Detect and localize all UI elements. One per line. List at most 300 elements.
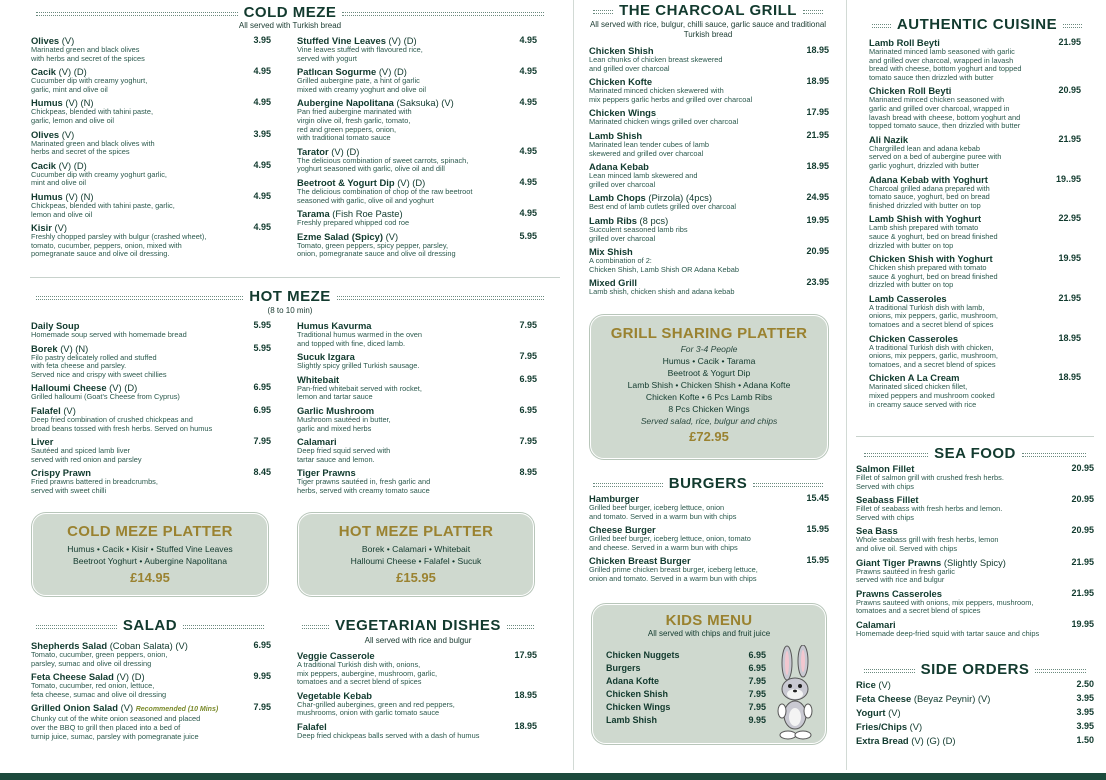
item-options: (V) [909,721,923,732]
kids-menu-title: KIDS MENU [665,612,753,629]
item-description: and grilled over charcoal [589,64,670,73]
item-name: Crispy Prawn [31,467,91,479]
item-name: Lamb Ribs [589,214,637,226]
item-description: served with yogurt [297,54,357,63]
item-description: red and green peppers, onion, [297,125,397,134]
item-name: Fries/Chips [856,721,908,732]
grill-platter-note: Served salad, rice, bulgur and chips [640,416,778,426]
item-price: 5.95 [253,320,271,330]
item-description: Grilled aubergine pate, a hint of garlic [297,77,420,86]
item-name-line [31,405,271,416]
item-name-line [869,134,1081,145]
item-name: Lamb Casseroles [869,292,947,304]
item-name-line [589,107,829,118]
item-name-line [31,467,271,478]
item-name: Prawns Casseroles [856,587,942,599]
item-description: garlic yoghurt, drizzled with butter [869,161,980,170]
item-price: 17.95 [514,650,537,660]
menu-item [589,76,829,104]
menu-item [31,405,271,433]
item-options: (Beyaz Peynir) (V) [913,693,991,704]
item-name-line [856,463,1094,474]
item-description: drizzled with butter on top [869,241,954,250]
menu-item [589,130,829,158]
item-name: Lamb Chops [589,192,646,204]
item-name: Salmon Fillet [856,463,915,474]
item-name: Falafel [31,404,61,416]
item-price: 18.95 [1058,372,1081,383]
item-name: Rice [856,679,876,690]
hot-meze-platter-box [298,513,534,596]
cold-meze-left-list [31,35,271,262]
item-name: Stuffed Vine Leaves [297,35,386,46]
item-price: 7.95 [748,689,766,699]
item-name-line [31,343,271,354]
menu-item [297,208,537,228]
menu-item [297,146,537,174]
menu-item [589,161,829,189]
item-description: Charcoal grilled adana prepared with [869,184,990,193]
item-name-line [297,177,537,188]
item-price: 3.95 [1076,721,1094,731]
menu-item [297,650,537,687]
item-name: Extra Bread [856,735,909,746]
item-name: Humus [31,97,63,109]
item-options: (Fish Roe Paste) [332,208,403,220]
cold-meze-platter-price: £14.95 [130,570,170,585]
item-price: 3.95 [253,128,271,139]
item-price: 4.95 [519,208,537,219]
item-name: Chicken Casseroles [869,332,959,344]
item-price: 4.95 [253,222,271,233]
item-name: Giant Tiger Prawns [856,556,942,568]
charcoal-grill-title: THE CHARCOAL GRILL [587,2,829,19]
item-name-line [856,707,1094,718]
item-description: Grilled halloumi (Goat's Cheese from Cyprus) [31,393,180,402]
menu-item [31,382,271,402]
menu-item [31,671,271,699]
item-description: garlic, mint and olive oil [31,85,108,94]
item-name: Chicken Shish [606,689,669,699]
item-description: Tiger prawns sautéed in, fresh garlic and [297,478,431,487]
grill-platter-line: Lamb Shish • Chicken Shish • Adana Kofte [627,380,791,390]
item-price: 4.95 [253,97,271,108]
menu-item [856,557,1094,585]
item-name: Tarator [297,145,329,157]
item-price: 8.45 [253,467,271,478]
item-description: A combination of 2: [589,257,652,266]
menu-item [589,192,829,212]
item-description: Chickpeas, blended with tahini paste, [31,108,154,117]
item-description: onions, mix peppers, garlic, mushroom, [869,312,998,321]
item-price: 4.95 [253,159,271,170]
item-name: Beetroot & Yogurt Dip [297,176,395,188]
item-options: (V) (D) [116,671,145,683]
item-price: 19.95 [806,214,829,225]
authentic-cuisine-title: AUTHENTIC CUISINE [866,16,1088,33]
item-price: 21.95 [1071,556,1094,567]
item-name-line [31,671,271,682]
item-description: Chunky cut of the white onion seasoned and placed [31,715,201,724]
item-description: Marinated green and black olives with [31,139,155,148]
item-description: mint and olive oil [31,179,87,188]
menu-item [869,213,1081,250]
item-description: and topped with fine, diced lamb. [297,339,406,348]
sea-food-title: SEA FOOD [858,445,1092,462]
item-name: Tiger Prawns [297,467,356,479]
item-description: Lean chunks of chicken breast skewered [589,56,723,64]
item-price: 19.95 [1058,253,1081,264]
item-price: 7.95 [748,702,766,712]
item-description: Lamb shish prepared with tomato [869,224,979,233]
item-description: topped tomato sauce, then drizzled with butter [869,122,1021,131]
item-price: 7.95 [253,436,271,447]
item-name: Aubergine Napolitana [297,97,394,109]
item-name-line [31,320,271,331]
item-description: Marinated minced lamb seasoned with garlic [869,48,1015,56]
item-name-line [856,679,1094,690]
hot-meze-platter-line: Halloumi Cheese • Falafel • Sucuk [350,556,482,566]
burgers-list [589,493,829,587]
item-description: lemon and olive oil [31,210,93,219]
item-price: 3.95 [1076,693,1094,703]
charcoal-grill-subtitle: All served with rice, bulgur, chilli sauce, garlic sauce and traditional Turkish bread [589,20,827,39]
item-name-line [297,374,537,385]
item-name: Lamb Shish [606,715,658,725]
item-price: 21.95 [1058,133,1081,144]
burgers-title: BURGERS [587,475,829,492]
item-options: (V) [120,702,134,714]
item-price: 21.95 [806,129,829,140]
item-description: The delicious combination of sweet carrots, spinach, [297,156,469,165]
menu-item [31,97,271,125]
menu-item [589,107,829,127]
item-name: Mix Shish [589,246,633,258]
item-price: 5.95 [519,230,537,241]
item-options: (8 pcs) [639,214,669,226]
item-name: Yogurt [856,707,886,718]
item-description: tomatoes and a secret blend of spices [856,607,981,616]
item-name-line [856,557,1094,568]
item-description: lavash bread with cheese, bottom yoghurt and [869,113,1021,122]
menu-item [31,191,271,219]
grill-platter-line: Beetroot & Yogurt Dip [667,368,751,378]
divider [856,436,1094,437]
item-options: (Saksuka) (V) [396,97,454,109]
menu-item [31,66,271,94]
item-description: mushrooms, onion with garlic tomato sauce [297,709,440,718]
item-description: with traditional tomato sauce [297,134,391,143]
menu-item [589,246,829,274]
item-name-line [589,215,829,226]
item-name-line [297,320,537,331]
bunny-illustration [769,645,821,743]
item-description: and tomato. Served in a warm bun with chips [589,512,737,521]
item-name: Liver [31,436,54,448]
item-name: Olives [31,128,60,140]
item-name-line [297,721,537,732]
item-description: Whole seabass grill with fresh herbs, lemon [856,536,999,545]
hot-meze-platter-price: £15.95 [396,570,436,585]
item-name-line [31,222,271,233]
item-name-line [869,174,1081,185]
item-description: Succulent seasoned lamb ribs [589,225,688,234]
item-description: in creamy sauce served with rice [869,400,977,409]
item-description: Filo pastry delicately rolled and stuffed [31,353,157,362]
item-name-line [869,213,1081,224]
menu-item [297,231,537,259]
item-description: Chicken Shish, Lamb Shish OR Adana Kebab [589,265,739,274]
item-name-line [856,525,1094,536]
item-name-line [589,555,829,566]
item-name-line [297,690,537,701]
item-name-line [297,436,537,447]
item-name: Adana Kofte [606,676,660,686]
menu-item [31,320,271,340]
cold-meze-title: COLD MEZE [30,4,550,21]
item-description: served with rice and bulgur [856,576,945,585]
item-description: seasoned with garlic, olive oil and yoghurt [297,196,434,205]
vegetarian-list [297,650,537,744]
item-name: Feta Cheese Salad [31,671,114,683]
item-description: Marinated green and black olives [31,46,140,54]
menu-item [856,693,1094,704]
item-description: bread with cheese, bottom yoghurt and topped [869,65,1022,74]
item-description: tomatoes and a secret blend of spices [869,321,994,330]
item-name: Humus Kavurma [297,320,372,331]
item-description: mix peppers garlic herbs and grilled over charcoal [589,95,753,104]
menu-item [31,160,271,188]
item-price: 18.95 [1058,332,1081,343]
item-options: (V) (N) [65,97,94,109]
grill-platter-price: £72.95 [689,429,729,444]
item-description: The delicious combination of chop of the raw beetroot [297,187,473,196]
item-name-line [869,85,1081,96]
item-description: served with sweet chilli [31,486,107,495]
item-price: 6.95 [748,663,766,673]
item-name-line [31,35,271,46]
item-price: 6.95 [519,404,537,415]
item-description: Lean minced lamb skewered and [589,172,698,181]
item-price: 6.95 [253,404,271,415]
item-description: Marinated sliced chicken fillet, [869,383,968,392]
item-name-line [869,372,1081,383]
item-name-line [297,351,537,362]
item-name: Burgers [606,663,641,673]
item-description: yoghurt seasoned with garlic, olive oil and dill [297,165,445,174]
menu-item [297,436,537,464]
grill-platter-serves: For 3-4 People [680,344,738,354]
item-price: 4.95 [519,97,537,108]
item-price: 4.95 [253,190,271,201]
item-name-line [297,650,537,661]
item-description: finished drizzled with butter on top [869,201,981,210]
item-description: feta cheese, sumac and olive oil dressing [31,690,167,699]
item-description: drizzled with butter on top [869,281,954,290]
item-options: (V) [888,707,901,718]
menu-item [869,134,1081,171]
item-description: tomato, cucumber, peppers, onion, mixed with [31,241,182,250]
item-price: 18.95 [806,161,829,172]
hot-meze-left-list [31,320,271,499]
item-description: Grilled prime chicken breast burger, iceberg lettuce, [589,566,758,575]
item-name: Chicken A La Cream [869,372,960,384]
vegetarian-title: VEGETARIAN DISHES [296,617,540,634]
menu-item [589,215,829,243]
item-description: Marinated chicken wings grilled over charcoal [589,118,739,127]
item-name: Adana Kebab [589,161,649,173]
item-options: (V) (D) [388,35,417,46]
item-description: Marinated minced chicken skewered with [589,87,724,96]
item-price: 19..95 [1055,173,1081,184]
menu-item [869,293,1081,330]
item-name: Falafel [297,720,327,732]
menu-item [869,253,1081,290]
item-description: broad beans tossed with fresh herbs. Served on humus [31,424,213,433]
grill-platter-line: Humus • Cacik • Tarama [662,356,756,366]
item-description: and cheese. Served in a warm bun with chips [589,543,738,552]
item-description: mixed peppers and mushroom cooked [869,392,995,401]
item-price: 7.95 [748,676,766,686]
item-price: 15.95 [806,555,829,566]
item-name-line [856,588,1094,599]
item-name-line [589,192,829,203]
menu-item [869,174,1081,211]
item-name-line [297,467,537,478]
menu-item [589,524,829,552]
item-price: 6.95 [253,382,271,393]
menu-item [856,525,1094,553]
item-options: (Coban Salata) (V) [109,640,188,651]
item-description: onion, pomegranate sauce and olive oil dressing [297,250,456,259]
item-price: 4.95 [519,66,537,77]
item-name: Chicken Wings [606,702,671,712]
item-description: lemon and tartar sauce [297,393,373,402]
menu-item [856,707,1094,718]
menu-item [297,721,537,741]
item-description: pomegranate sauce and olive oil dressing. [31,250,170,259]
cold-meze-platter-line: Humus • Cacik • Kisir • Stuffed Vine Leaves [67,544,233,554]
item-options: (V) (D) [397,176,426,188]
hot-meze-platter-title: HOT MEZE PLATTER [338,523,494,540]
item-price: 21.95 [1058,37,1081,47]
item-description: Chicken shish prepared with tomato [869,264,987,273]
item-description: Lamb shish, chicken shish and adana kebab [589,288,735,297]
item-description: virgin olive oil, fresh garlic, tomato, [297,116,411,125]
item-description: garlic and grilled over charcoal, wrapped in [869,104,1010,113]
cold-meze-platter-box [32,513,268,596]
item-description: Mushroom sautéed in butter, [297,415,391,424]
menu-item [297,690,537,718]
item-price: 21.95 [1058,292,1081,303]
item-options: (V) (D) [58,66,87,78]
item-name-line [589,493,829,504]
grill-platter-title: GRILL SHARING PLATTER [610,325,808,342]
item-description: Prawns sauteed with onions, mix peppers, mushroom, [856,598,1034,607]
item-description: Fillet of salmon grill with crushed fresh herbs. [856,474,1004,482]
menu-item [589,45,829,73]
hot-meze-subtitle: (8 to 10 min) [267,306,313,315]
vegetarian-subtitle: All served with rice and bulgur [364,636,472,645]
cold-meze-subtitle: All served with Turkish bread [238,21,342,30]
recommended-tag: Recommended (10 Mins) [135,706,219,714]
item-price: 23.95 [806,277,829,288]
item-description: Sautéed and spiced lamb liver [31,447,131,456]
item-description: Tomato, cucumber, red onion, lettuce, [31,682,155,691]
item-name-line [297,35,537,46]
item-name: Lamb Roll Beyti [869,37,940,48]
item-name: Shepherds Salad [31,640,108,651]
item-description: skewered and grilled over charcoal [589,149,704,158]
menu-item [297,467,537,495]
item-price: 20.95 [806,246,829,257]
item-name-line [31,97,271,108]
hot-meze-platter-line: Borek • Calamari • Whitebait [361,544,471,554]
item-name-line [297,208,537,219]
cold-meze-platter-title: COLD MEZE PLATTER [67,523,233,540]
item-name: Sucuk Izgara [297,351,355,363]
item-description: Best end of lamb cutlets grilled over charcoal [589,203,737,212]
item-price: 9.95 [748,715,766,725]
item-price: 15.45 [806,493,829,503]
item-name-line [589,76,829,87]
item-name: Chicken Nuggets [606,650,680,660]
menu-item [297,97,537,142]
item-price: 15.95 [806,524,829,535]
item-price: 18.95 [806,76,829,87]
grill-platter-line: 8 Pcs Chicken Wings [668,404,750,414]
item-price: 4.95 [253,66,271,77]
item-options: (V) [61,128,75,140]
item-name: Hamburger [589,493,640,504]
item-description: Pan fried aubergine marinated with [297,108,412,117]
menu-item [297,374,537,402]
menu-item [856,679,1094,690]
menu-item [869,37,1081,82]
item-name: Borek [31,342,58,354]
item-price: 18.95 [806,45,829,55]
item-name: Feta Cheese [856,693,912,704]
item-name: Sea Bass [856,525,898,537]
hot-meze-right-list [297,320,537,499]
item-name: Chicken Shish [589,45,654,56]
kids-menu-item [606,688,766,701]
menu-item [856,619,1094,639]
menu-item [31,702,271,741]
item-description: Char-grilled aubergines, green and red peppers, [297,700,455,709]
item-price: 19.95 [1071,618,1094,629]
item-name-line [297,146,537,157]
item-name-line [297,97,537,108]
item-price: 6.95 [519,373,537,384]
item-name-line [869,293,1081,304]
item-description: Pan-fried whitebait served with rocket, [297,384,422,393]
side-orders-title: SIDE ORDERS [858,661,1092,678]
item-options: (V) (D) [378,66,407,78]
item-price: 24.95 [806,192,829,203]
item-options: (V) (D) [109,382,138,394]
item-name: Chicken Roll Beyti [869,85,952,97]
item-name-line [869,333,1081,344]
item-name: Lamb Shish [589,129,643,141]
item-description: Deep fried squid served with [297,447,391,456]
item-description: parsley, sumac and olive oil dressing [31,659,152,668]
item-name: Mixed Grill [589,277,637,289]
item-description: and grilled over charcoal, wrapped in lavash [869,56,1014,65]
item-options: (V) [385,230,399,242]
item-description: with herbs and secret of the spices [31,54,145,63]
item-name: Kisir [31,222,52,234]
